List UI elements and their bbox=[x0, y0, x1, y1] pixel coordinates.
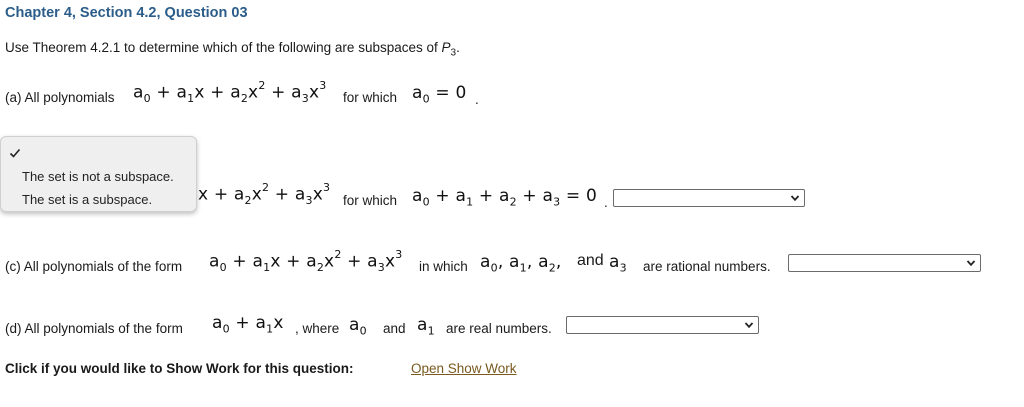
part-c-and: and bbox=[577, 252, 604, 269]
answer-dropdown-menu bbox=[0, 136, 197, 212]
chevron-down-icon bbox=[966, 258, 976, 268]
part-d-and: and bbox=[383, 321, 406, 336]
part-c-tail: are rational numbers. bbox=[643, 259, 771, 274]
part-d-coefficient-a1: $a_1$ bbox=[417, 315, 435, 338]
part-c-label: (c) All polynomials of the form bbox=[5, 259, 183, 274]
part-d-label: (d) All polynomials of the form bbox=[5, 321, 183, 336]
part-b-select[interactable] bbox=[613, 189, 805, 207]
part-d-tail: are real numbers. bbox=[446, 321, 552, 336]
space-subscript: 3 bbox=[450, 47, 457, 59]
part-d-select[interactable] bbox=[566, 316, 759, 334]
part-c-polynomial: $a_0 + a_1x + a_2x^2 + a_3x^3$ bbox=[209, 248, 403, 275]
chevron-down-icon bbox=[744, 320, 754, 330]
part-b-polynomial: $x + a_2x^2 + a_3x^3$ bbox=[198, 181, 331, 208]
part-a-condition: $a_0 = 0$ bbox=[412, 83, 467, 106]
part-a-polynomial: $a_0 + a_1x + a_2x^2 + a_3x^3$ bbox=[133, 79, 327, 106]
part-b-condition-text: for which bbox=[343, 193, 398, 208]
part-d-coefficient-a0: $a_0$ bbox=[349, 315, 367, 338]
instructions-period: . bbox=[456, 40, 460, 55]
part-d-polynomial: $a_0 + a_1x$ bbox=[212, 313, 284, 336]
part-b-value: 0 bbox=[585, 186, 597, 206]
part-c-in-which: in which bbox=[419, 259, 468, 274]
part-d-where: , where bbox=[295, 321, 340, 336]
part-c-coefficients: $a_0$, $a_1$, $a_2$, bbox=[480, 252, 562, 275]
part-c-select[interactable] bbox=[788, 254, 981, 272]
instructions-text: Use Theorem 4.2.1 to determine which of the following are subspaces of bbox=[5, 40, 438, 55]
part-a-label: (a) All polynomials bbox=[5, 90, 115, 105]
option-is-subspace[interactable]: The set is a subspace. bbox=[22, 192, 153, 207]
part-c-last-coefficient: $a_3$ bbox=[609, 252, 627, 275]
show-work-prompt: Click if you would like to Show Work for this question: bbox=[5, 361, 354, 376]
instructions bbox=[5, 40, 460, 59]
part-a-condition-text: for which bbox=[343, 90, 398, 105]
question-title: Chapter 4, Section 4.2, Question 03 bbox=[5, 5, 248, 21]
part-a-period: . bbox=[475, 92, 479, 107]
part-b-condition: $a_0 + a_1 + a_2 + a_3 = 0$ bbox=[412, 186, 597, 209]
space-symbol: P bbox=[441, 40, 451, 55]
checkmark-icon bbox=[9, 146, 21, 158]
open-show-work-link[interactable]: Open Show Work bbox=[411, 361, 517, 376]
option-not-subspace[interactable]: The set is not a subspace. bbox=[22, 169, 174, 184]
chevron-down-icon bbox=[790, 193, 800, 203]
part-a-value: 0 bbox=[455, 83, 467, 103]
part-b-period: . bbox=[604, 195, 608, 210]
